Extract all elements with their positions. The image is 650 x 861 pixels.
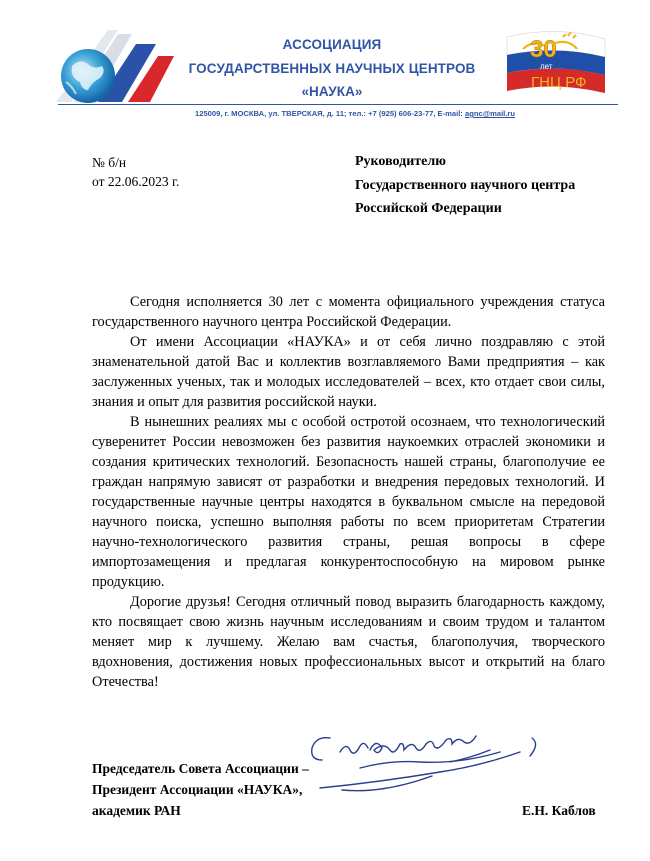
address-text: 125009, г. МОСКВА, ул. ТВЕРСКАЯ, д. 11; тел.: +7 (925) 606-23-77, E-mail: — [195, 109, 463, 118]
signatory-name: Е.Н. Каблов — [522, 803, 596, 818]
document-number: № б/н — [92, 155, 127, 170]
recipient-line-1: Руководителю — [355, 154, 446, 169]
email-link[interactable]: agnc@mail.ru — [464, 109, 515, 118]
address-line — [60, 109, 650, 118]
body-paragraph: Дорогие друзья! Сегодня отличный повод выразить благодарность каждому, кто посвящает свою жизнь научным исследованиям и своим трудом и талантом меняет мир к лучшему. Желаю вам счастья, благополучия, творческого вдохновения, достижения новых профессиональных высот и открытий на благо Отечества! — [92, 594, 605, 690]
handwritten-signature — [300, 728, 555, 804]
recipient-line-2: Государственного научного центра — [355, 178, 576, 193]
signatory-title-line-1: Председатель Совета Ассоциации – — [92, 761, 309, 776]
recipient-line-3: Российской Федерации — [355, 201, 502, 216]
anniversary-number: 30 — [530, 36, 557, 63]
document-date: от 22.06.2023 г. — [92, 174, 180, 189]
letter-body — [92, 292, 605, 692]
org-name-line-3: «НАУКА» — [301, 84, 363, 99]
signatory-title-line-3: академик РАН — [92, 803, 181, 818]
anniversary-label: ГНЦ РФ — [531, 74, 587, 91]
signatory-title-line-2: Президент Ассоциации «НАУКА», — [92, 782, 303, 797]
body-paragraph: Сегодня исполняется 30 лет с момента официального учреждения статуса государственного научного центра Российской Федерации. — [92, 294, 605, 330]
body-paragraph: В нынешних реалиях мы с особой остротой осознаем, что технологический суверенитет России невозможен без развития наукоемких отраслей экономики и создания критических технологий. Безопасность нашей страны, благополучие ее граждан напрямую зависят от разработки и внедрения передовых технологий. И государственные научные центры находятся в буквальном смысле на передовой научного поиска, успешно выполняя работы по всем приоритетам Стратегии научно-технологического развития страны, решая вопросы в сфере импортозамещения и предлагая конкурентоспособную на мировом рынке продукцию. — [92, 414, 605, 590]
body-paragraph: От имени Ассоциации «НАУКА» и от себя лично поздравляю с этой знаменательной датой Вас и коллектив возглавляемого Вами предприятия – как заслуженных ученых, так и молодых исследователей – всех, кто отдает свои силы, знания и опыт для развития российской науки. — [92, 334, 605, 410]
anniversary-logo-icon — [503, 27, 607, 95]
association-logo-icon — [48, 22, 176, 108]
header-divider — [58, 104, 618, 105]
org-name-line-1: АССОЦИАЦИЯ — [282, 37, 382, 52]
anniversary-word: лет — [540, 62, 553, 71]
org-name-line-2: ГОСУДАРСТВЕННЫХ НАУЧНЫХ ЦЕНТРОВ — [188, 61, 476, 76]
